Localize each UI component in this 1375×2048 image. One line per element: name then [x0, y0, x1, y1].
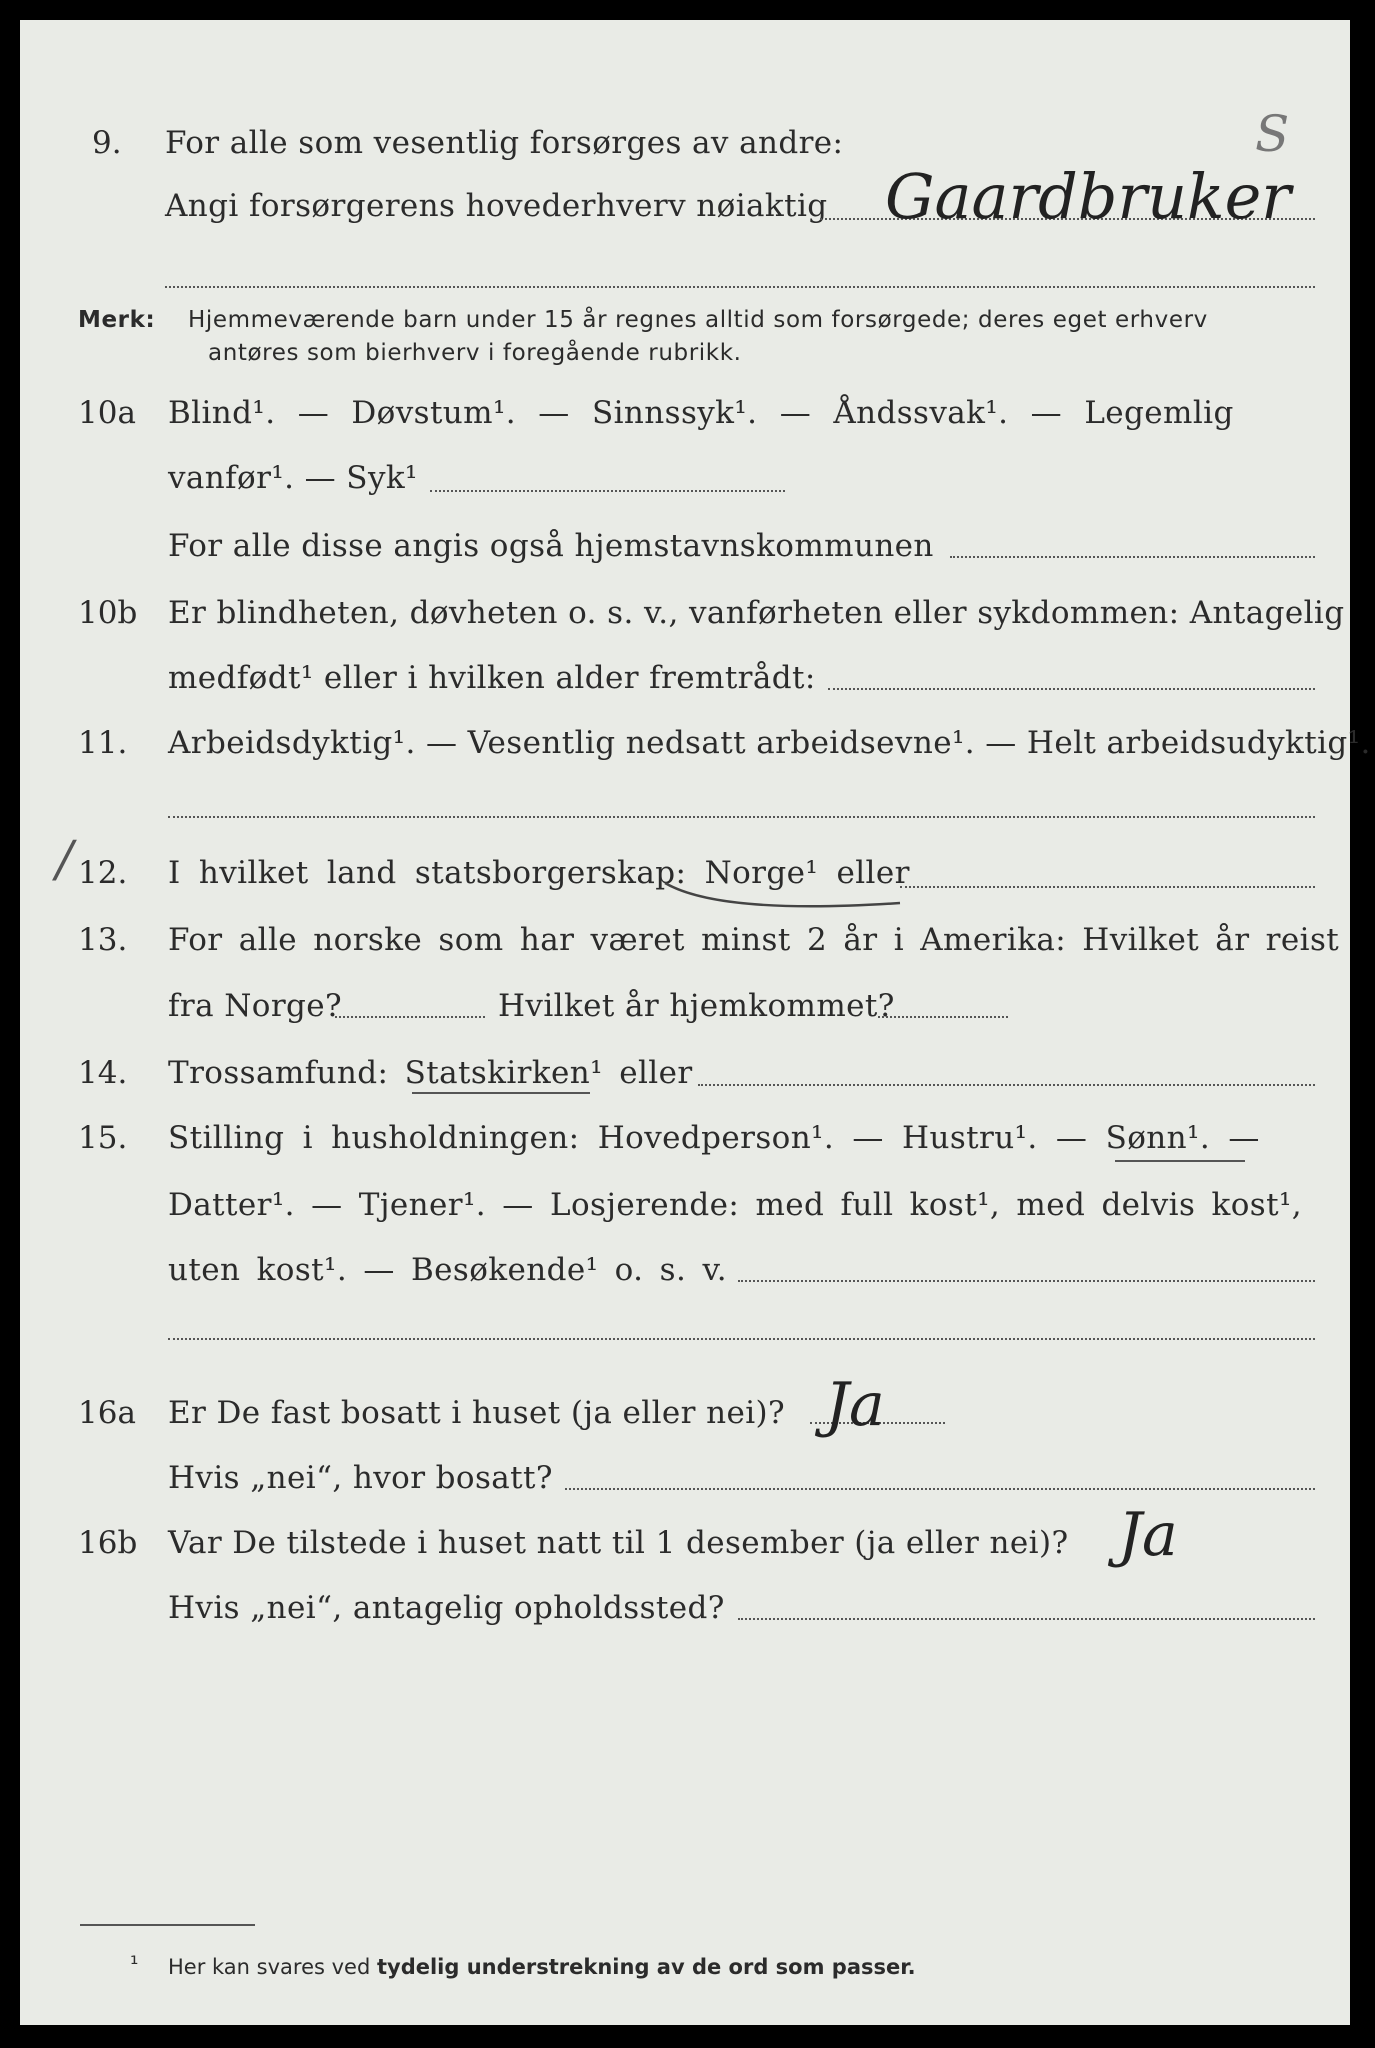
q14-underline-mark [412, 1092, 590, 1094]
q10b-answer-line [828, 688, 1315, 690]
q10a-line1: Blind¹. — Døvstum¹. — Sinnssyk¹. — Åndssvak¹. — Legemlig [168, 395, 1234, 431]
q10a-syk-line [430, 490, 785, 492]
margin-mark: S [1255, 105, 1290, 163]
census-form-page: 9. For alle som vesentlig forsørges av andre: Angi forsørgerens hovederhverv nøiaktig Gaardbruker S Merk: Hjemmeværende barn under 15 år regnes alltid som forsørgede; deres eget erhverv antøres som bierhverv i foregående rubrikk. 10a Blind¹. — Døvstum¹. — Sinnssyk¹. — Åndssvak¹. — Legemlig vanfør¹. — Syk¹ For alle disse angis også hjemstavnskommunen 10b Er blindheten, døvheten o. s. v., vanførheten eller sykdommen: Antagelig medfødt¹ eller i hvilken alder fremtrådt: 11. Arbeidsdyktig¹. — Vesentlig nedsatt arbeidsevne¹. — Helt arbeidsudyktig¹. / 12. I hvilket land statsborgerskap: Norge¹ eller 13. For alle norske som har været minst 2 år i Amerika: Hvilket år reist fra Norge? Hvilket år hjemkommet? 14. Trossamfund: Statskirken¹ eller 15. Stilling i husholdningen: Hovedperson¹. — Hustru¹. — Sønn¹. — Datter¹. — Tjener¹. — Losjerende: med full kost¹, med delvis kost¹, uten kost¹. — Besøkende¹ o. s. v. 16a Er De fast bosatt i huset (ja eller nei)? Ja Hvis „nei“, hvor bosatt? 16b Var De tilstede i huset natt til 1 desember (ja eller nei)? Ja Hvis „nei“, antagelig opholdssted? ¹ Her kan svares ved tydelig understrekning av de ord som passer. [20, 20, 1350, 2025]
q16a-number: 16a [78, 1395, 136, 1431]
q14-number: 14. [78, 1055, 128, 1091]
q14-answer-line [698, 1084, 1315, 1086]
q15-number: 15. [78, 1120, 128, 1156]
q13-line1: For alle norske som har været minst 2 år i Amerika: Hvilket år reist [168, 922, 1340, 958]
q16a-bosatt-line [565, 1488, 1315, 1490]
q13-line2b: Hvilket år hjemkommet? [498, 988, 895, 1024]
footnote [168, 1955, 916, 1979]
q10a-kommune-line [950, 556, 1315, 558]
q11-line1: Arbeidsdyktig¹. — Vesentlig nedsatt arbeidsevne¹. — Helt arbeidsudyktig¹. [168, 725, 1371, 761]
q9-line2: Angi forsørgerens hovederhverv nøiaktig [165, 188, 828, 224]
q13-hjemkommet-line [878, 1016, 1008, 1018]
q12-line1: I hvilket land statsborgerskap: Norge¹ eller [168, 855, 910, 891]
q10a-number: 10a [78, 395, 136, 431]
q16a-line1: Er De fast bosatt i huset (ja eller nei)? [168, 1395, 786, 1431]
q15-line3: uten kost¹. — Besøkende¹ o. s. v. [168, 1252, 727, 1288]
q11-number: 11. [78, 725, 128, 761]
merk-label: Merk: [78, 307, 156, 333]
q12-underline-mark [660, 875, 910, 915]
footnote-mark: ¹ [130, 1952, 139, 1976]
q12-answer-line [900, 886, 1315, 888]
merk-line1: Hjemmeværende barn under 15 år regnes alltid som forsørgede; deres eget erhverv [188, 307, 1208, 333]
q14-line1: Trossamfund: Statskirken¹ eller [168, 1055, 693, 1091]
q16a-handwritten-answer: Ja [825, 1370, 885, 1440]
q13-line2a: fra Norge? [168, 988, 343, 1024]
q16b-line1: Var De tilstede i huset natt til 1 desember (ja eller nei)? [168, 1525, 1069, 1561]
q15-underline-mark [1115, 1160, 1245, 1162]
q13-number: 13. [78, 922, 128, 958]
q11-blank-line [168, 816, 1315, 818]
q15-answer-line [738, 1280, 1315, 1282]
q13-reist-line [335, 1016, 485, 1018]
q16b-opholdssted-line [738, 1618, 1315, 1620]
footnote-bold: tydelig understrekning av de ord som passer. [376, 1955, 916, 1979]
q10a-line2: vanfør¹. — Syk¹ [168, 460, 418, 496]
q15-blank-line [168, 1338, 1315, 1340]
q16a-line2: Hvis „nei“, hvor bosatt? [168, 1460, 553, 1496]
q16b-handwritten-answer: Ja [1118, 1500, 1178, 1570]
q10b-line2: medfødt¹ eller i hvilken alder fremtrådt: [168, 660, 816, 696]
q10b-line1: Er blindheten, døvheten o. s. v., vanførheten eller sykdommen: Antagelig [168, 595, 1345, 631]
q9-handwritten-answer: Gaardbruker [885, 160, 1291, 233]
q12-number: 12. [78, 855, 128, 891]
q15-line1: Stilling i husholdningen: Hovedperson¹. — Hustru¹. — Sønn¹. — [168, 1120, 1260, 1156]
q16b-number: 16b [78, 1525, 138, 1561]
q15-line2: Datter¹. — Tjener¹. — Losjerende: med full kost¹, med delvis kost¹, [168, 1187, 1303, 1223]
q10a-line3: For alle disse angis også hjemstavnskommunen [168, 528, 934, 564]
q9-blank-line [165, 286, 1315, 288]
footnote-rule [80, 1924, 255, 1926]
footnote-plain: Her kan svares ved [168, 1955, 377, 1979]
q10b-number: 10b [78, 595, 138, 631]
q16b-line2: Hvis „nei“, antagelig opholdssted? [168, 1590, 725, 1626]
merk-line2: antøres som bierhverv i foregående rubrikk. [208, 340, 742, 366]
q9-line1: For alle som vesentlig forsørges av andre: [165, 125, 844, 161]
q9-number: 9. [92, 125, 122, 161]
